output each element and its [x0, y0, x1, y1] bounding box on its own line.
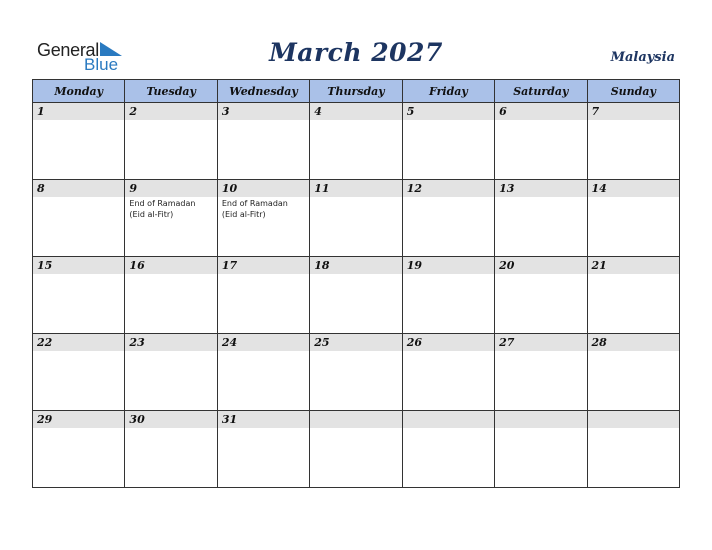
day-number: 28: [588, 334, 679, 351]
holiday-event: [125, 351, 216, 352]
holiday-event: [218, 120, 309, 121]
day-number: 29: [33, 411, 124, 428]
day-number: 16: [125, 257, 216, 274]
holiday-event: [403, 120, 494, 121]
holiday-event: [310, 120, 401, 121]
holiday-event: [33, 351, 124, 352]
weekday-header-tuesday: Tuesday: [125, 80, 217, 103]
holiday-event: [125, 428, 216, 429]
day-number: 3: [218, 103, 309, 120]
day-number: 6: [495, 103, 586, 120]
holiday-event: [33, 274, 124, 275]
holiday-event: [218, 428, 309, 429]
day-number: [495, 411, 586, 428]
day-cell: [402, 103, 494, 180]
holiday-event: [125, 274, 216, 275]
day-cell: [217, 334, 309, 411]
holiday-event: [588, 274, 679, 275]
day-cell: [587, 103, 679, 180]
day-number: 5: [403, 103, 494, 120]
day-number: 10: [218, 180, 309, 197]
holiday-event: [588, 197, 679, 198]
day-number: 17: [218, 257, 309, 274]
holiday-event: [588, 428, 679, 429]
day-number: 19: [403, 257, 494, 274]
day-number: [310, 411, 401, 428]
holiday-event: [588, 351, 679, 352]
day-cell: [33, 103, 125, 180]
day-cell: [217, 257, 309, 334]
day-cell: [33, 180, 125, 257]
day-cell: [125, 411, 217, 488]
weekday-header-saturday: Saturday: [495, 80, 587, 103]
holiday-event: [218, 351, 309, 352]
weekday-header-friday: Friday: [402, 80, 494, 103]
calendar-grid: [32, 79, 680, 488]
day-number: 8: [33, 180, 124, 197]
day-cell: [125, 257, 217, 334]
day-cell: [310, 180, 402, 257]
day-cell: [495, 411, 587, 488]
day-number: 20: [495, 257, 586, 274]
holiday-event: [495, 351, 586, 352]
week-row: [33, 334, 680, 411]
weekday-header-sunday: Sunday: [587, 80, 679, 103]
day-cell: [33, 411, 125, 488]
week-row: [33, 103, 680, 180]
holiday-event: [495, 120, 586, 121]
page-title: March 2027: [269, 38, 443, 67]
day-cell: [33, 257, 125, 334]
day-cell: [402, 257, 494, 334]
day-cell: [495, 180, 587, 257]
weekday-header-row: [33, 80, 680, 103]
day-number: 14: [588, 180, 679, 197]
holiday-event: [495, 274, 586, 275]
holiday-event: [588, 120, 679, 121]
logo-blue-text: Blue: [84, 55, 119, 74]
weekday-header-thursday: Thursday: [310, 80, 402, 103]
day-cell: [217, 180, 309, 257]
holiday-event: [310, 428, 401, 429]
day-cell: [310, 334, 402, 411]
holiday-event: [125, 120, 216, 121]
week-row: [33, 411, 680, 488]
day-number: 31: [218, 411, 309, 428]
holiday-event: [310, 274, 401, 275]
day-number: 23: [125, 334, 216, 351]
holiday-event: [33, 428, 124, 429]
day-number: 11: [310, 180, 401, 197]
day-cell: [217, 411, 309, 488]
day-number: 13: [495, 180, 586, 197]
day-cell: [33, 334, 125, 411]
day-cell: [587, 257, 679, 334]
holiday-event: [218, 274, 309, 275]
day-cell: [125, 103, 217, 180]
day-number: 27: [495, 334, 586, 351]
holiday-event: [33, 197, 124, 198]
day-cell: [495, 334, 587, 411]
day-cell: [310, 257, 402, 334]
day-number: 25: [310, 334, 401, 351]
day-number: 30: [125, 411, 216, 428]
day-cell: [587, 411, 679, 488]
day-number: 21: [588, 257, 679, 274]
holiday-event: [310, 197, 401, 198]
holiday-event: [495, 197, 586, 198]
day-cell: [310, 103, 402, 180]
day-cell: [587, 180, 679, 257]
day-cell: [495, 103, 587, 180]
day-cell: [310, 411, 402, 488]
holiday-event: End of Ramadan (Eid al-Fitr): [129, 199, 196, 219]
day-cell: [402, 334, 494, 411]
holiday-event: [403, 428, 494, 429]
holiday-event: [403, 351, 494, 352]
day-number: 4: [310, 103, 401, 120]
weekday-header-wednesday: Wednesday: [217, 80, 309, 103]
week-row: [33, 257, 680, 334]
day-number: 9: [125, 180, 216, 197]
holiday-event: [33, 120, 124, 121]
holiday-event: [495, 428, 586, 429]
day-cell: [402, 180, 494, 257]
day-number: 24: [218, 334, 309, 351]
day-number: [588, 411, 679, 428]
holiday-event: End of Ramadan (Eid al-Fitr): [221, 199, 288, 219]
day-number: 18: [310, 257, 401, 274]
day-cell: [587, 334, 679, 411]
country-label: Malaysia: [610, 50, 675, 65]
day-cell: [125, 180, 217, 257]
week-row: [33, 180, 680, 257]
calendar-body: [33, 103, 680, 488]
day-cell: [495, 257, 587, 334]
day-cell: [402, 411, 494, 488]
holiday-event: [310, 351, 401, 352]
day-number: 12: [403, 180, 494, 197]
logo-general-text: General: [37, 40, 99, 60]
day-number: 1: [33, 103, 124, 120]
day-number: 15: [33, 257, 124, 274]
day-cell: [125, 334, 217, 411]
holiday-event: [403, 274, 494, 275]
day-number: 7: [588, 103, 679, 120]
day-number: [403, 411, 494, 428]
day-cell: [217, 103, 309, 180]
day-number: 22: [33, 334, 124, 351]
day-number: 2: [125, 103, 216, 120]
weekday-header-monday: Monday: [33, 80, 125, 103]
day-number: 26: [403, 334, 494, 351]
holiday-event: [403, 197, 494, 198]
